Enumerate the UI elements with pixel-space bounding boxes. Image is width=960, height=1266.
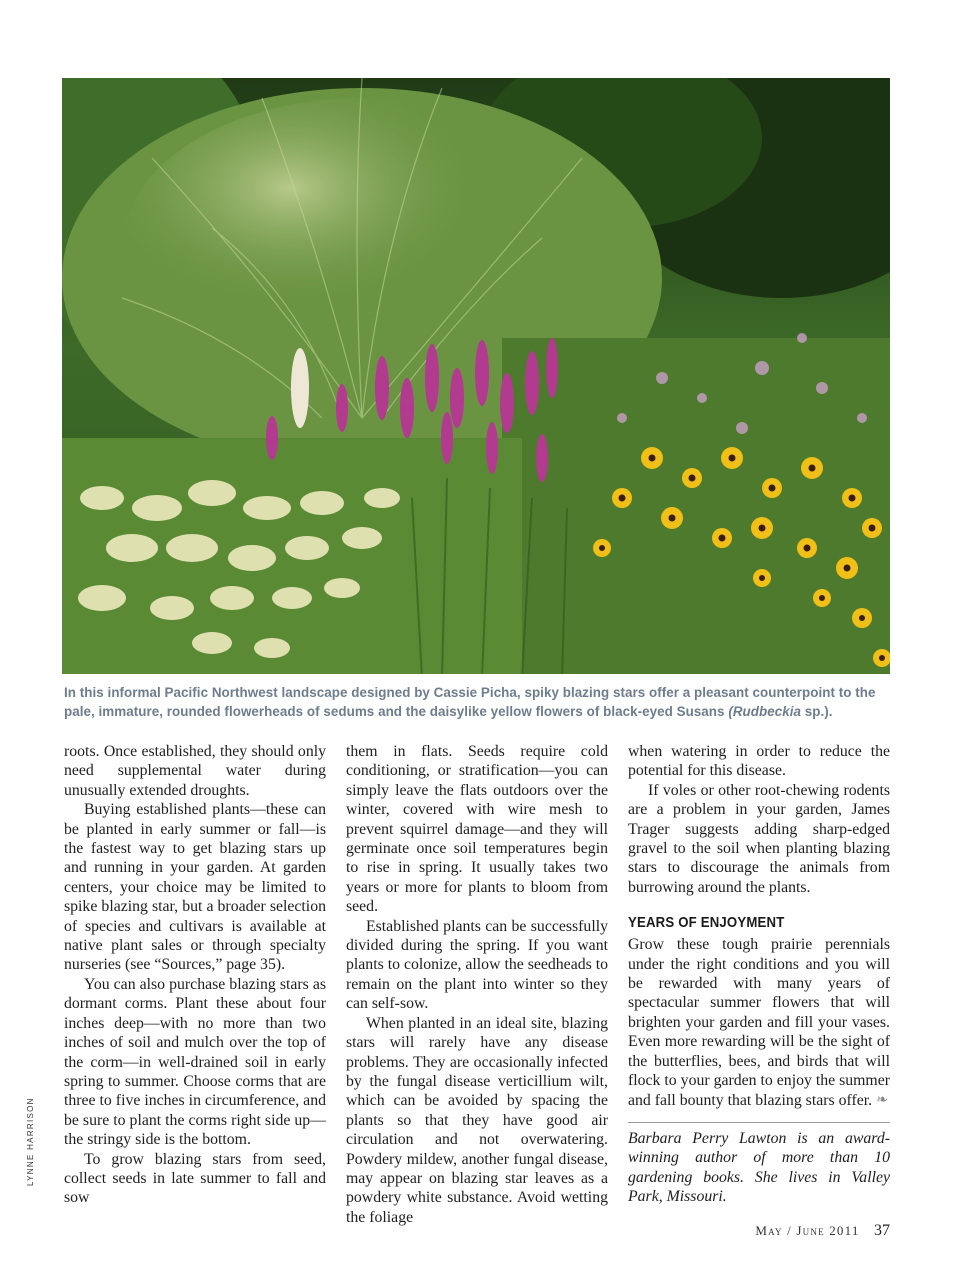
paragraph: To grow blazing stars from seed, collect seeds in late summer to fall and sow <box>64 1150 326 1207</box>
paragraph: Established plants can be successfully divided during the spring. If you want plants to colonize, allow the seedheads to remain on the plant into winter so they can self-sow. <box>346 917 608 1013</box>
paragraph: When planted in an ideal site, blazing stars will rarely have any disease problems. They are occasionally infected by the fungal disease verticillium wilt, which can be avoided by spacing the plants so that they have good air circulation and not overwatering. Powdery mildew, another fungal disease, may appear on blazing star leaves as a powdery white substance. Avoid wetting the foliage <box>346 1014 608 1226</box>
page-footer <box>755 1222 890 1240</box>
author-bio: Barbara Perry Lawton is an award-winning author of more than 10 gardening books. She lives in Valley Park, Missouri. <box>628 1129 890 1206</box>
page-number: 37 <box>874 1222 890 1239</box>
paragraph: when watering in order to reduce the potential for this disease. <box>628 743 890 780</box>
article-column-2 <box>346 742 608 1227</box>
issue-date: May / June 2011 <box>755 1223 860 1238</box>
paragraph <box>628 935 890 1110</box>
paragraph-text: Grow these tough prairie perennials under the right conditions and you will be rewarded with many years of spectacular summer flowers that will brighten your garden and fill your vases. Even more rewarding will be the sight of the butterflies, bees, and birds that will flock to your garden to enjoy the summer and fall bounty that blazing stars offer. <box>628 936 890 1109</box>
paragraph: If voles or other root-chewing rodents are a problem in your garden, James Trager suggests adding sharp-edged gravel to the soil when planting blazing stars to discourage the animals from burrowing around the plants. <box>628 781 890 896</box>
paragraph: Buying established plants—these can be planted in early summer or fall—is the fastest way to get blazing stars up and running in your garden. At garden centers, your choice may be limited to spike blazing star, but a broader selection of species and cultivars is available at native plant sales or through specialty nurseries (see “Sources,” page 35). <box>64 801 326 974</box>
bio-divider <box>628 1122 890 1123</box>
garden-photo-icon <box>62 78 890 674</box>
end-mark-icon: ❧ <box>876 1092 888 1108</box>
paragraph: roots. Once established, they should only need supplemental water during unusually extended droughts. <box>64 743 326 799</box>
photo-credit: LYNNE HARRISON <box>26 1097 35 1186</box>
paragraph: You can also purchase blazing stars as dormant corms. Plant these about four inches deep—with no more than two inches of soil and mulch over the top of the corm—in well-drained soil in early spring to summer. Choose corms that are three to five inches in circumference, and be sure to plant the corms right side up—the stringy side is the bottom. <box>64 975 326 1149</box>
article-column-3 <box>628 742 890 1207</box>
caption-italic: (Rudbeckia <box>728 703 801 719</box>
paragraph: them in flats. Seeds require cold conditioning, or stratification—you can simply leave the flats outdoors over the winter, covered with wire mesh to prevent squirrel damage—and they will germinate once soil temperatures begin to rise in spring. It usually takes two years or more for plants to bloom from seed. <box>346 743 608 916</box>
article-column-1 <box>64 742 326 1208</box>
section-heading: YEARS OF ENJOYMENT <box>628 914 785 932</box>
garden-photo <box>62 78 890 674</box>
photo-caption <box>64 684 892 721</box>
caption-text: In this informal Pacific Northwest landscape designed by Cassie Picha, spiky blazing stars offer a pleasant counterpoint to the pale, immature, rounded flowerheads of sedums and the daisylike yellow flowers of black-eyed Susans <box>64 685 876 719</box>
caption-text-end: sp.). <box>801 703 833 719</box>
